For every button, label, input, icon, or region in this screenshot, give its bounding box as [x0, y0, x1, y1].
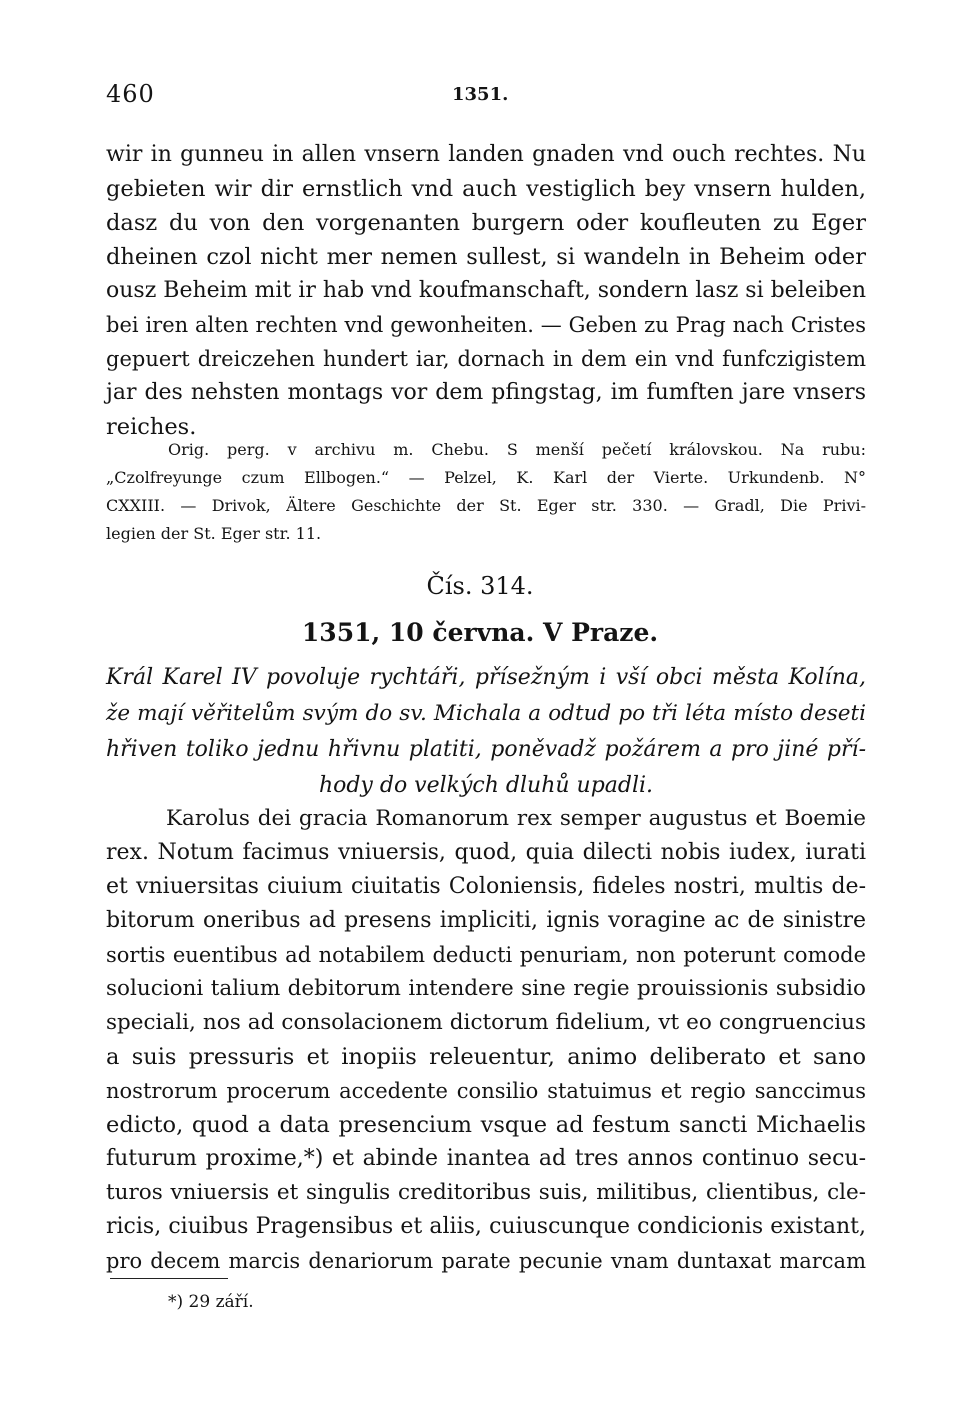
text-line: ousz Beheim mit ir hab vnd koufmanschaft, sondern lasz si beleiben — [106, 278, 867, 303]
text-line: pro decem marcis denariorum parate pecunie vnam duntaxat marcam — [106, 1249, 866, 1273]
note-line: Orig. perg. v archivu m. Chebu. S menší pečetí královskou. Na rubu: — [168, 440, 866, 459]
footnote-divider — [110, 1278, 228, 1279]
text-line: Karolus dei gracia Romanorum rex semper augustus et Boemie — [166, 806, 866, 831]
text-line: jar des nehsten montags vor dem pfingstag, im fumften jare vnsers — [106, 380, 866, 405]
text-line: gepuert dreiczehen hundert iar, dornach in dem ein vnd funfczigistem — [106, 347, 866, 371]
continuation-paragraph — [106, 138, 866, 444]
text-line: sortis euentibus ad notabilem deducti penuriam, non poterunt comode — [106, 943, 866, 967]
text-line: bei iren alten rechten vnd gewonheiten. — Geben zu Prag nach Cristes — [106, 313, 866, 337]
text-line: futurum proxime,*) et abinde inantea ad tres annos continuo secu- — [106, 1146, 866, 1171]
charter-text — [106, 802, 866, 1278]
text-line: reiches. — [106, 414, 197, 440]
text-line: et vniuersitas ciuium ciuitatis Coloniensis, fideles nostri, multis de- — [106, 874, 866, 899]
text-line: gebieten wir dir ernstlich vnd auch vestiglich bey vnsern hulden, — [106, 176, 866, 202]
regest-line: hody do velkých dluhů upadli. — [318, 773, 654, 798]
text-line: wir in gunneu in allen vnsern landen gnaden vnd ouch rechtes. Nu — [106, 142, 866, 167]
text-line: dheinen czol nicht mer nemen sullest, si wandeln in Beheim oder — [106, 244, 866, 270]
note-line: CXXIII. — Drivok, Ältere Geschichte der St. Eger str. 330. — Gradl, Die Privi- — [106, 496, 866, 515]
text-line: nostrorum procerum accedente consilio statuimus et regio sanccimus — [106, 1079, 866, 1103]
regest-line: že mají věřitelům svým do sv. Michala a odtud po tři léta místo deseti — [106, 701, 866, 726]
document-date-heading: 1351, 10 června. V Praze. — [301, 618, 659, 647]
regest-summary — [106, 660, 866, 804]
text-line: speciali, nos ad consolacionem dictorum fidelium, vt eo congruencius — [106, 1010, 866, 1035]
text-line: solucioni talium debitorum intendere sine regie prouissionis subsidio — [106, 976, 866, 1001]
text-line: edicto, quod a data presencium vsque ad festum sancti Michaelis — [106, 1112, 866, 1138]
text-line: bitorum oneribus ad presens impliciti, ignis voragine ac de sinistre — [106, 908, 866, 933]
running-head: 1351. — [452, 84, 509, 105]
text-line: ricis, ciuibus Pragensibus et aliis, cuiuscunque condicionis existant, — [106, 1214, 866, 1239]
page-number: 460 — [106, 80, 155, 108]
text-line: rex. Notum facimus vniuersis, quod, quia dilecti nobis iudex, iurati — [106, 840, 866, 865]
footnote: *) 29 září. — [168, 1292, 254, 1312]
regest-line: Král Karel IV povoluje rychtáři, přísežným i vší obci města Kolína, — [106, 665, 866, 690]
text-line: a suis pressuris et inopiis releuentur, animo deliberato et sano — [106, 1044, 866, 1070]
note-line: „Czolfreyunge czum Ellbogen.“ — Pelzel, K. Karl der Vierte. Urkundenb. N° — [106, 468, 866, 487]
text-line: turos vniuersis et singulis creditoribus suis, militibus, clientibus, cle- — [106, 1180, 866, 1205]
text-line: dasz du von den vorgenanten burgern oder koufleuten zu Eger — [106, 210, 866, 236]
regest-line: hřiven toliko jednu hřivnu platiti, poněvadž požárem a pro jiné pří- — [106, 737, 866, 762]
note-line: legien der St. Eger str. 11. — [106, 524, 322, 543]
archival-note — [106, 436, 866, 548]
document-number: Čís. 314. — [426, 572, 534, 600]
